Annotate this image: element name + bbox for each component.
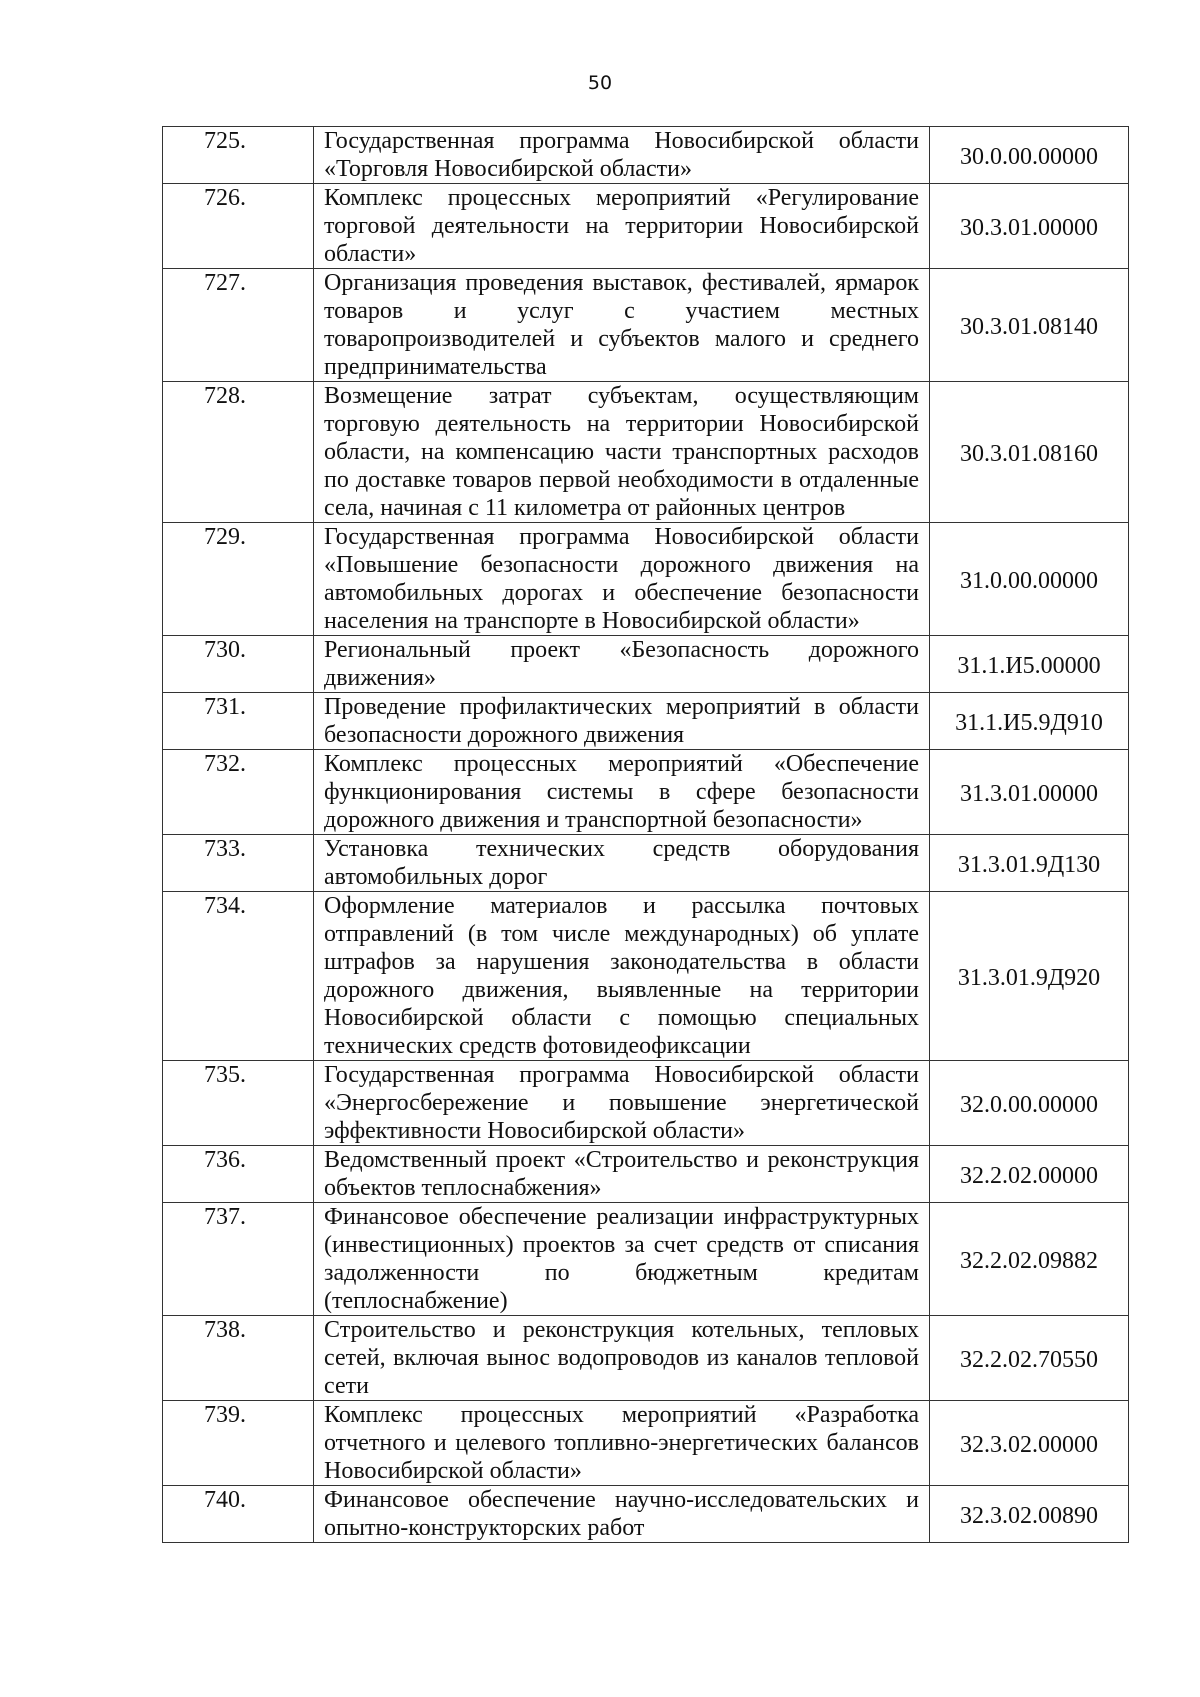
row-name: Комплекс процессных мероприятий «Разработка отчетного и целевого топливно-энергетических балансов Новосибирской области» (314, 1401, 930, 1486)
row-name: Организация проведения выставок, фестивалей, ярмарок товаров и услуг с участием местных товаропроизводителей и субъектов малого и среднего предпринимательства (314, 269, 930, 382)
row-name: Государственная программа Новосибирской области «Энергосбережение и повышение энергетической эффективности Новосибирской области» (314, 1061, 930, 1146)
row-number: 728. (163, 382, 314, 523)
row-code: 30.3.01.08140 (930, 269, 1129, 382)
row-name: Установка технических средств оборудования автомобильных дорог (314, 835, 930, 892)
row-number: 731. (163, 693, 314, 750)
row-code: 31.3.01.9Д920 (930, 892, 1129, 1061)
row-name: Государственная программа Новосибирской области «Повышение безопасности дорожного движения на автомобильных дорогах и обеспечение безопасности населения на транспорте в Новосибирской области» (314, 523, 930, 636)
row-name: Государственная программа Новосибирской области «Торговля Новосибирской области» (314, 127, 930, 184)
row-name: Комплекс процессных мероприятий «Регулирование торговой деятельности на территории Новосибирской области» (314, 184, 930, 269)
row-code: 32.2.02.09882 (930, 1203, 1129, 1316)
table-row (163, 1061, 1129, 1146)
row-name: Проведение профилактических мероприятий в области безопасности дорожного движения (314, 693, 930, 750)
row-number: 736. (163, 1146, 314, 1203)
row-code: 30.3.01.08160 (930, 382, 1129, 523)
table-row (163, 636, 1129, 693)
table-row (163, 750, 1129, 835)
row-code: 31.3.01.00000 (930, 750, 1129, 835)
row-code: 31.3.01.9Д130 (930, 835, 1129, 892)
row-number: 732. (163, 750, 314, 835)
table-row (163, 1203, 1129, 1316)
row-code: 31.0.00.00000 (930, 523, 1129, 636)
table-row (163, 693, 1129, 750)
table-row (163, 382, 1129, 523)
row-number: 734. (163, 892, 314, 1061)
row-number: 726. (163, 184, 314, 269)
table-row (163, 892, 1129, 1061)
table-row (163, 1146, 1129, 1203)
row-code: 32.3.02.00000 (930, 1401, 1129, 1486)
row-code: 32.2.02.00000 (930, 1146, 1129, 1203)
row-name: Финансовое обеспечение научно-исследовательских и опытно-конструкторских работ (314, 1486, 930, 1543)
table-row (163, 523, 1129, 636)
row-number: 727. (163, 269, 314, 382)
row-number: 738. (163, 1316, 314, 1401)
table-row (163, 1316, 1129, 1401)
budget-classification-table (162, 126, 1129, 1543)
table-row (163, 127, 1129, 184)
row-name: Строительство и реконструкция котельных, тепловых сетей, включая вынос водопроводов из каналов тепловой сети (314, 1316, 930, 1401)
row-number: 737. (163, 1203, 314, 1316)
table-row (163, 835, 1129, 892)
row-number: 733. (163, 835, 314, 892)
table-row (163, 184, 1129, 269)
table-body (163, 127, 1129, 1543)
table-row (163, 269, 1129, 382)
table-row (163, 1486, 1129, 1543)
row-number: 735. (163, 1061, 314, 1146)
row-number: 729. (163, 523, 314, 636)
row-name: Комплекс процессных мероприятий «Обеспечение функционирования системы в сфере безопасности дорожного движения и транспортной безопасности» (314, 750, 930, 835)
row-name: Финансовое обеспечение реализации инфраструктурных (инвестиционных) проектов за счет средств от списания задолженности по бюджетным кредитам (теплоснабжение) (314, 1203, 930, 1316)
row-number: 740. (163, 1486, 314, 1543)
table-row (163, 1401, 1129, 1486)
row-code: 30.0.00.00000 (930, 127, 1129, 184)
row-number: 725. (163, 127, 314, 184)
row-code: 32.3.02.00890 (930, 1486, 1129, 1543)
row-code: 32.0.00.00000 (930, 1061, 1129, 1146)
row-number: 730. (163, 636, 314, 693)
page-number: 50 (587, 72, 613, 94)
row-name: Ведомственный проект «Строительство и реконструкция объектов теплоснабжения» (314, 1146, 930, 1203)
row-name: Возмещение затрат субъектам, осуществляющим торговую деятельность на территории Новосибирской области, на компенсацию части транспортных расходов по доставке товаров первой необходимости в отдаленные села, начиная с 11 километра от районных центров (314, 382, 930, 523)
row-code: 31.1.И5.00000 (930, 636, 1129, 693)
row-number: 739. (163, 1401, 314, 1486)
row-code: 31.1.И5.9Д910 (930, 693, 1129, 750)
row-name: Оформление материалов и рассылка почтовых отправлений (в том числе международных) об уплате штрафов за нарушения законодательства в области дорожного движения, выявленные на территории Новосибирской области с помощью специальных технических средств фотовидеофиксации (314, 892, 930, 1061)
row-code: 32.2.02.70550 (930, 1316, 1129, 1401)
row-name: Региональный проект «Безопасность дорожного движения» (314, 636, 930, 693)
row-code: 30.3.01.00000 (930, 184, 1129, 269)
